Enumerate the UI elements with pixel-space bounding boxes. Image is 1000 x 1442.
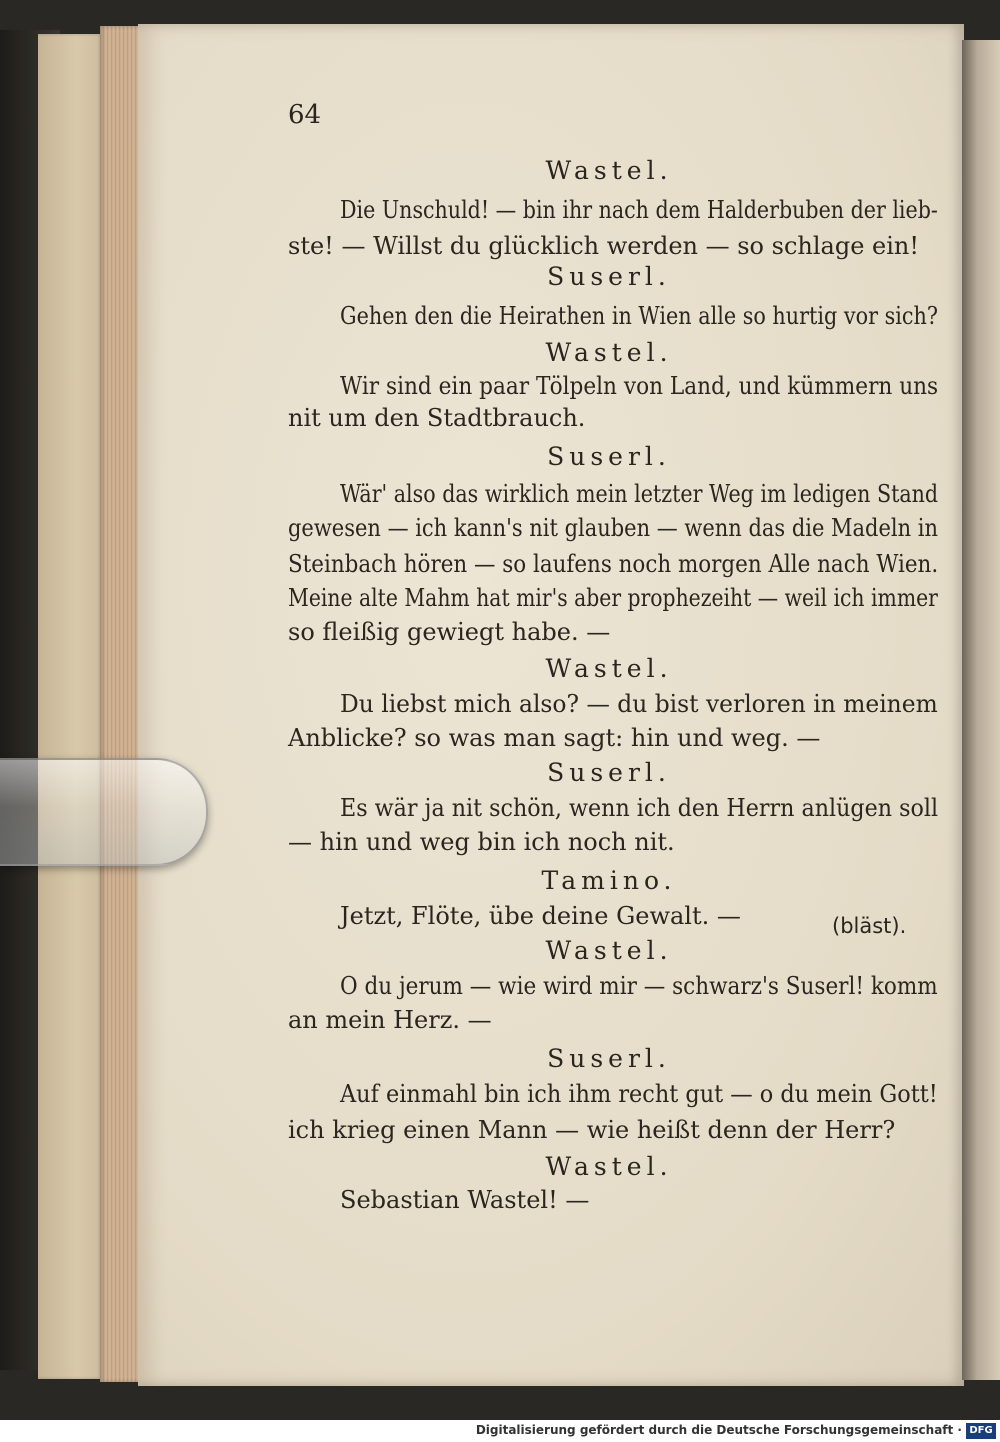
page-number: 64 [288,100,322,130]
text-line: gewesen — ich kann's nit glauben — wenn das die Madeln in [288,514,938,542]
text-line: Es wär ja nit schön, wenn ich den Herrn anlügen soll [340,794,939,822]
speaker-name: Suserl. [547,1044,671,1073]
text-line: Sebastian Wastel! — [340,1186,590,1214]
text-line: Die Unschuld! — bin ihr nach dem Halderbuben der lieb- [340,196,938,224]
dfg-logo-icon: DFG [966,1423,996,1439]
footer-bar [0,1420,1000,1442]
text-line: Gehen den die Heirathen in Wien alle so hurtig vor sich? [340,302,938,330]
text-line: Jetzt, Flöte, übe deine Gewalt. — [340,902,741,930]
speaker-name: Wastel. [545,1152,673,1181]
text-line: Wär' also das wirklich mein letzter Weg im ledigen Stand [340,480,939,508]
text-line: ich krieg einen Mann — wie heißt denn der Herr? [288,1116,896,1144]
speaker-name: Wastel. [545,156,673,185]
funding-credit: Digitalisierung gefördert durch die Deutsche Forschungsgemeinschaft · [475,1423,962,1437]
text-line: O du jerum — wie wird mir — schwarz's Suserl! komm [340,972,938,1000]
text-line: an mein Herz. — [288,1006,492,1034]
speaker-name: Tamino. [541,866,677,895]
speaker-name: Wastel. [545,654,673,683]
text-line: Steinbach hören — so laufens noch morgen Alle nach Wien. [288,550,939,578]
text-line: Wir sind ein paar Tölpeln von Land, und kümmern uns [340,372,939,400]
speaker-name: Wastel. [545,338,673,367]
speaker-name: Wastel. [545,936,673,965]
speaker-name: Suserl. [547,442,671,471]
speaker-name: Suserl. [547,262,671,291]
text-line: Meine alte Mahm hat mir's aber prophezeiht — weil ich immer [288,584,938,612]
text-line: — hin und weg bin ich noch nit. [288,828,675,856]
text-line: so fleißig gewiegt habe. — [288,618,611,646]
speaker-name: Suserl. [547,758,671,787]
stage-direction: (bläst). [832,914,907,938]
text-line: Auf einmahl bin ich ihm recht gut — o du mein Gott! [340,1080,938,1108]
text-line: Du liebst mich also? — du bist verloren in meinem [340,690,938,718]
text-line: Anblicke? so was man sagt: hin und weg. — [288,724,821,752]
text-line: nit um den Stadtbrauch. [288,404,586,432]
text-line: ste! — Willst du glücklich werden — so schlage ein! [288,232,920,260]
